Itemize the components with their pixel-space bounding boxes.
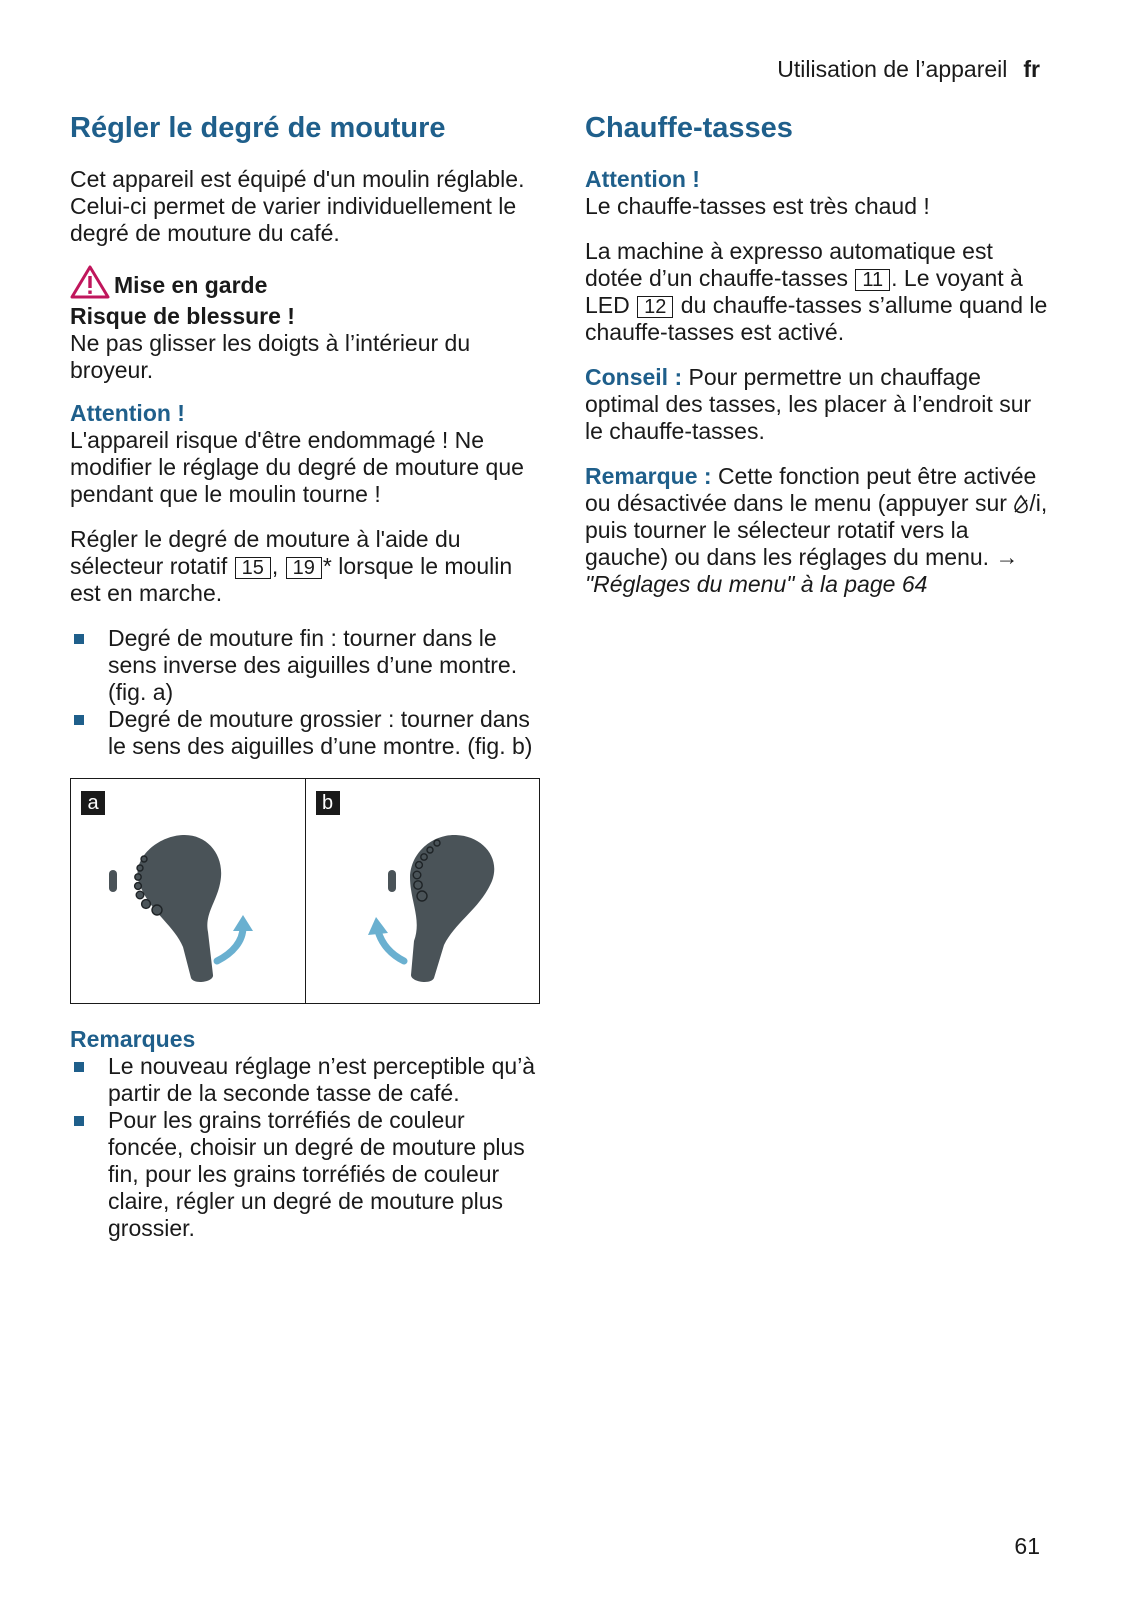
knob-clockwise-illustration xyxy=(306,779,534,1003)
adjust-before: Régler le degré de mouture à l'aide du sélecteur rotatif xyxy=(70,525,461,579)
warning-title-row xyxy=(70,265,540,299)
tip-text: Pour permettre un chauffage optimal des tasses, les placer à l’endroit sur le chauffe-tasses. xyxy=(585,363,1032,444)
ref-selector-19: 19 xyxy=(286,557,322,579)
list-item: Degré de mouture grossier : tourner dans le sens des aiguilles d’une montre. (fig. b) xyxy=(70,706,540,760)
warning-subtitle: Risque de blessure ! xyxy=(70,302,295,329)
figure-label-b: b xyxy=(316,791,340,815)
warning-block xyxy=(70,265,540,384)
grind-bullets xyxy=(70,625,540,760)
warning-title: Mise en garde xyxy=(114,271,268,298)
list-item: Pour les grains torréfiés de couleur foncée, choisir un degré de mouture plus fin, pour les grains torréfiés de couleur claire, régler un degré de mouture plus grossier. xyxy=(70,1107,540,1242)
page-number: 61 xyxy=(1014,1533,1040,1559)
left-column xyxy=(70,110,540,1260)
cup-warmer-attention-label: Attention ! xyxy=(585,165,700,192)
figure-label-a: a xyxy=(81,791,105,815)
desc-part-1: La machine à expresso automatique est dotée d’un chauffe-tasses xyxy=(585,237,993,291)
warning-text: Ne pas glisser les doigts à l’intérieur du broyeur. xyxy=(70,329,471,383)
attention-text: L'appareil risque d'être endommagé ! Ne modifier le réglage du degré de mouture que pendant que le moulin tourne ! xyxy=(70,426,524,507)
cup-warmer-attention-text: Le chauffe-tasses est très chaud ! xyxy=(585,192,930,219)
figure-panel-a xyxy=(71,779,305,1003)
note-text-1: Cette fonction peut être activée ou désactivée dans le menu (appuyer sur xyxy=(585,462,1037,516)
header-section: Utilisation de l’appareil xyxy=(777,56,1008,82)
right-column xyxy=(585,110,1055,616)
remarks-label: Remarques xyxy=(70,1025,196,1052)
remarks-list xyxy=(70,1053,540,1242)
note-label: Remarque : xyxy=(585,462,712,489)
desc-part-2: . Le voyant à LED xyxy=(585,264,1023,318)
warning-triangle-icon xyxy=(70,265,110,299)
drop-icon xyxy=(1013,494,1029,514)
list-item: Degré de mouture fin : tourner dans le sens inverse des aiguilles d’une montre. (fig. a) xyxy=(70,625,540,706)
cup-warmer-title: Chauffe-tasses xyxy=(585,112,793,144)
ref-cup-warmer-11: 11 xyxy=(855,269,890,291)
list-item: Le nouveau réglage n’est perceptible qu’à partir de la seconde tasse de café. xyxy=(70,1053,540,1107)
desc-part-3: du chauffe-tasses s’allume quand le chauffe-tasses est activé. xyxy=(585,291,1048,345)
knob-counterclockwise-illustration xyxy=(71,779,299,1003)
figure-panel-b xyxy=(305,779,540,1003)
grind-figure xyxy=(70,778,540,1004)
adjust-after: * lorsque le moulin est en marche. xyxy=(70,552,513,606)
adjust-sep: , xyxy=(271,552,279,579)
ref-led-12: 12 xyxy=(637,296,673,318)
adjust-text xyxy=(70,526,540,607)
attention-label: Attention ! xyxy=(70,399,185,426)
info-symbol: /i xyxy=(1029,489,1041,516)
note-text-2: , puis tourner le sélecteur rotatif vers la gauche) ou dans les réglages du menu. xyxy=(585,489,1048,570)
grind-intro: Cet appareil est équipé d'un moulin réglable. Celui-ci permet de varier individuellement le degré de mouture du café. xyxy=(70,165,525,246)
grind-title: Régler le degré de mouture xyxy=(70,112,446,144)
arrow-icon: → xyxy=(995,543,1019,570)
note-paragraph xyxy=(585,463,1055,598)
cup-warmer-description xyxy=(585,238,1055,346)
header-lang: fr xyxy=(1023,56,1040,82)
menu-settings-link[interactable]: "Réglages du menu" à la page 64 xyxy=(585,570,928,597)
page-header xyxy=(777,56,1040,83)
ref-selector-15: 15 xyxy=(235,557,271,579)
tip-paragraph xyxy=(585,364,1055,445)
tip-label: Conseil : xyxy=(585,363,683,390)
